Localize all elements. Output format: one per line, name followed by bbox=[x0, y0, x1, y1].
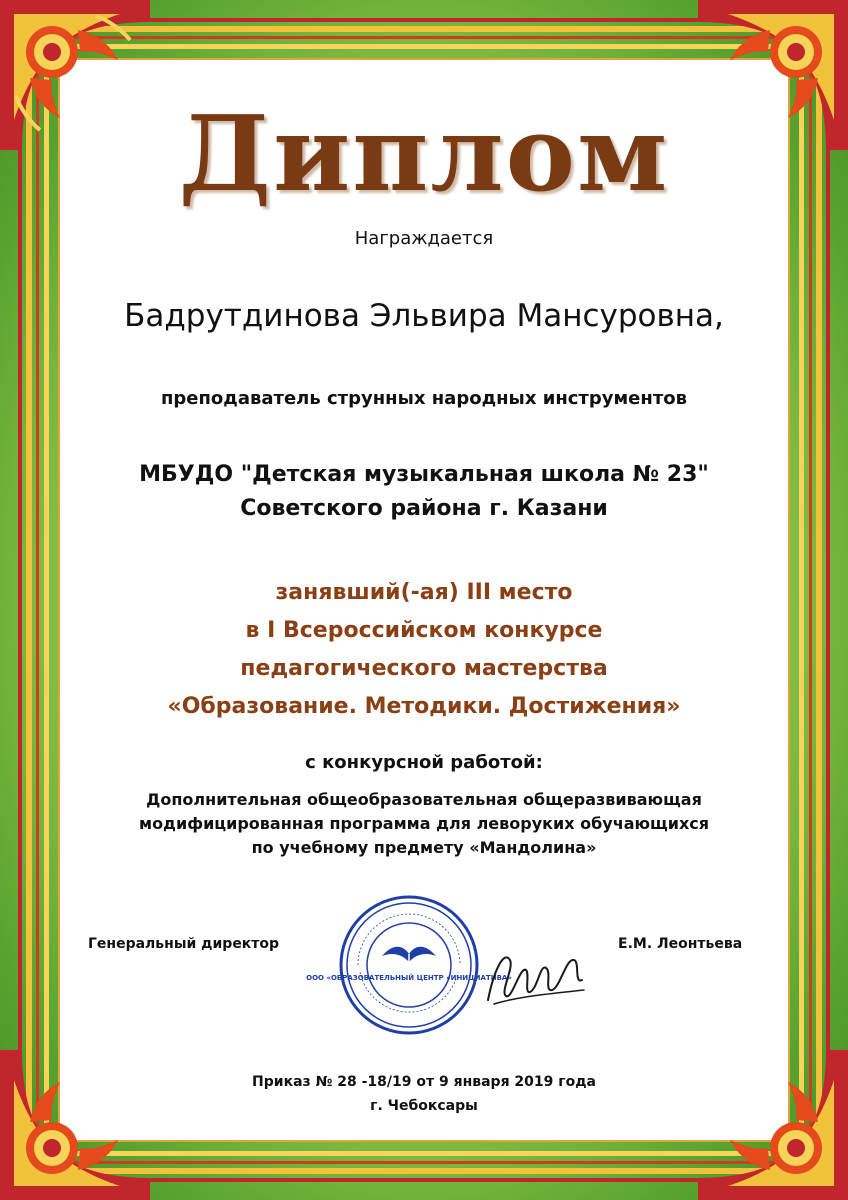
achievement-block bbox=[0, 574, 848, 726]
seal-stamp bbox=[306, 894, 512, 1036]
recipient-name: Бадрутдинова Эльвира Мансуровна, bbox=[124, 298, 724, 334]
recipient-position: преподаватель струнных народных инструментов bbox=[160, 388, 688, 409]
signatory-role: Генеральный директор bbox=[88, 936, 280, 952]
work-title-line: Дополнительная общеобразовательная общеразвивающая bbox=[146, 790, 702, 809]
achievement-line: в I Всероссийском конкурсе bbox=[245, 618, 603, 643]
work-title-block bbox=[0, 788, 848, 860]
seal-text: ООО «ОБРАЗОВАТЕЛЬНЫЙ ЦЕНТР «ИНИЦИАТИВА» bbox=[306, 974, 512, 982]
diploma-title: Диплом bbox=[178, 92, 670, 215]
work-title-line: модифицированная программа для леворуких обучающихся bbox=[138, 814, 710, 833]
order-block bbox=[0, 1070, 848, 1118]
order-line: Приказ № 28 -18/19 от 9 января 2019 года bbox=[252, 1074, 596, 1090]
school-line: Советского района г. Казани bbox=[240, 496, 608, 521]
awarded-label: Награждается bbox=[354, 228, 494, 249]
achievement-line: занявший(-ая) III место bbox=[275, 580, 573, 605]
work-title-line: по учебному предмету «Мандолина» bbox=[251, 838, 597, 857]
school-block bbox=[0, 458, 848, 526]
work-label: с конкурсной работой: bbox=[305, 752, 543, 773]
order-city: г. Чебоксары bbox=[370, 1098, 478, 1114]
achievement-line: «Образование. Методики. Достижения» bbox=[167, 694, 681, 719]
signature bbox=[480, 930, 590, 1020]
school-line: МБУДО "Детская музыкальная школа № 23" bbox=[139, 462, 709, 487]
signatory-name: Е.М. Леонтьева bbox=[618, 936, 743, 952]
achievement-line: педагогического мастерства bbox=[240, 656, 608, 681]
